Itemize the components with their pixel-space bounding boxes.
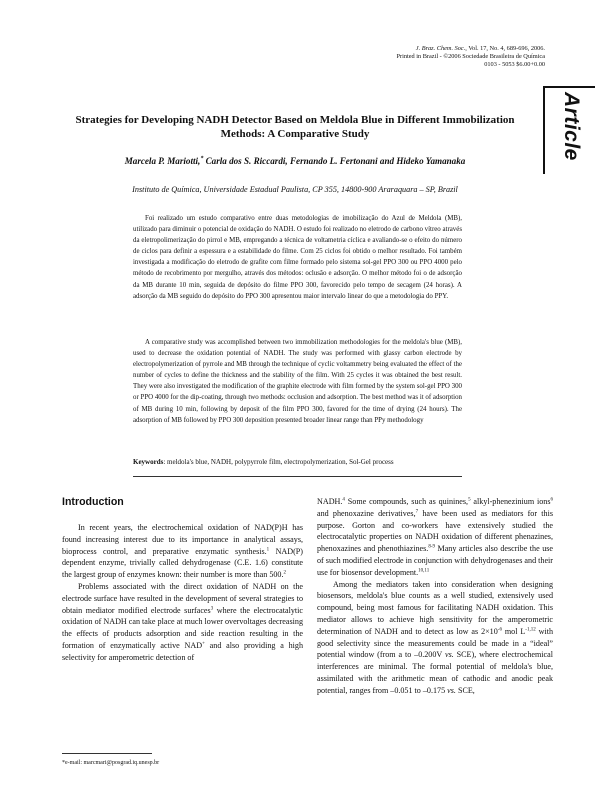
text-run: NAD(P) dependent enzyme, trivially called dehydrogenase (C.E. 1.6) constitute the largest group of enzymes known: their number is more than 500.: [62, 546, 303, 580]
affiliation: Instituto de Química, Universidade Estadual Paulista, CP 355, 14800-900 Araraquara – SP, Brazil: [132, 185, 458, 194]
text-run-italic: vs.: [445, 650, 454, 660]
abstract-portuguese-text: Foi realizado um estudo comparativo entre duas metodologias de imobilização do Azul de Meldola (MB), utilizado para diminuir o potencial de oxidação do NADH. O estudo foi realizado no eletrodo de carbono vítreo através da eletropolimerização do pirrol e MB, empregando a técnica de voltametria cíclica e avaliando-se o efeito do número de ciclos para definir a espessura e a estabilidade do filme. Com 25 ciclos foi obtido o melhor resultado. Foi também investigada a modificação do eletrodo de grafite com filme formado pelo sistema sol-gel PPO 300 ou PPO 4000 pelo método de recobrimento por mergulho, através dos métodos: oclusão e adsorção. O melhor método foi o de adsorção da MB durante 10 min, seguida de depósito do filme PPO 300, favorecido pelo tempo de secagem (24 horas). A adsorção da MB seguido do depósito do PPO 300 apresentou maior intervalo linear do que a metodologia do PPY.: [133, 215, 462, 300]
keywords-divider: [133, 476, 462, 477]
article-tab: [543, 86, 595, 174]
journal-publisher: Printed in Brazil - ©2006 Sociedade Brasileira de Química: [396, 53, 545, 60]
corresponding-mark: *: [200, 156, 204, 162]
article-title: Strategies for Developing NADH Detector Based on Meldola Blue in Different Immobilization Methods: A Comparative Study: [75, 114, 515, 140]
paragraph: [62, 522, 303, 581]
reference-mark: 2: [283, 570, 286, 576]
keywords: [133, 458, 462, 466]
text-run: mol L: [501, 626, 526, 636]
text-run: SCE,: [455, 685, 475, 695]
paragraph: [317, 579, 553, 697]
superscript-plus: +: [202, 641, 205, 647]
text-run: In recent years, the electrochemical oxidation of NAD(P)H has found increasing interest due to its importance in analytical assays, bioprocess control, and preparative enzymatic synthesis.: [62, 523, 303, 556]
text-run: and also providing a high selectivity for amperometric detection of: [62, 640, 303, 662]
reference-mark: 10,11: [418, 568, 430, 574]
abstract-portuguese: [133, 213, 462, 302]
text-run: where the electrocatalytic oxidation of NADH can take place at much lower overvoltages decreasing the effects of products adsorption and side reaction resulting in the formation of enzymatically active NAD: [62, 605, 303, 650]
reference-mark: 7: [415, 509, 419, 515]
footnote-divider: [62, 753, 152, 754]
reference-mark: 8-9: [428, 544, 435, 550]
text-run: Problems associated with the direct oxidation of NADH on the electrode surface have resulted in the development of several strategies to obtain mediator modified electrode surfaces: [62, 581, 303, 615]
reference-mark: 6: [550, 497, 553, 503]
article-tab-rule: [543, 86, 595, 88]
reference-mark: 3: [210, 605, 214, 611]
first-author: Marcela P. Mariotti,: [124, 156, 201, 167]
abstract-english-text: A comparative study was accomplished between two immobilization methodologies for the meldola's blue (MB), used to decrease the oxidation potential of NADH. The study was performed with glassy carbon electrode by electropolymerization of pyrrole and MB through the technique of cyclic voltammetry being evaluated the effect of the number of cycles to define the thickness and the stability of the film. With 25 cycles it was obtained the best result. They were also investigated the modification of the graphite electrode with film formed by the system sol-gel PPO 300 or PPO 4000 for the dip-coating, through two methods: occlusion and adsorption. The best method was it of adsorption of MB during 10 min, following by deposit of the film PPO 300, favored for the time of drying (24 hours). The adsorption of MB followed by PPO 300 deposition presented broader linear range than PPy methodology: [133, 339, 462, 424]
text-run: Among the mediators taken into consideration when designing biosensors, meldola's blue counts as a well studied, extensively used compound, being most famous for facilitating NADH oxidation. This mediator allows to achieve high sensitivity for the amperometric determination of NADH and to detect as low as 2×10: [317, 579, 553, 636]
right-column: [317, 496, 553, 697]
text-run: and phenoxazine derivatives,: [317, 508, 416, 518]
keywords-text: : meldola's blue, NADH, polypyrrole film, electropolymerization, Sol-Gel process: [163, 458, 394, 466]
introduction-heading: Introduction: [62, 496, 124, 508]
article-tab-label: Article: [560, 92, 583, 161]
footnote-email: *e-mail: marcmari@posgrad.iq.unesp.br: [62, 760, 160, 766]
text-run: SCE), where electrochemical interferences are minimal. The formal potential of meldola's blue, assimilated with the arithmetic mean of cathodic and anodic peak potential, ranges from –0.051 to –0.175: [317, 650, 553, 695]
text-run-italic: vs.: [447, 685, 456, 695]
text-run: NADH.: [317, 497, 343, 506]
reference-mark: 5: [468, 497, 471, 503]
reference-mark: 4: [342, 497, 345, 503]
exponent: -6: [497, 627, 502, 633]
exponent: -1: [525, 627, 530, 633]
left-column: [62, 522, 303, 664]
text-run: Many articles also describe the use of such modified electrode in conjunction with dehydrogenases and their use for biosensor development.: [317, 544, 553, 577]
journal-issn: 0103 - 5053 $6.00+0.00: [484, 61, 545, 68]
journal-header: [396, 45, 545, 69]
paragraph: [62, 581, 303, 664]
paragraph: [317, 496, 553, 579]
text-run: with good selectivity since the measurements could be made in a “ideal” potential window (from a to –0.200V: [317, 626, 553, 660]
author-list: [60, 156, 530, 166]
other-authors: Carla dos S. Riccardi, Fernando L. Fertonani and Hideko Yamanaka: [203, 156, 466, 167]
reference-mark: 1: [266, 546, 270, 552]
abstract-english: [133, 337, 462, 426]
keywords-label: Keywords: [133, 458, 164, 466]
journal-volume: , Vol. 17, No. 4, 689-696, 2006.: [465, 45, 545, 52]
text-run: alkyl-phenezinium ions: [470, 497, 551, 506]
text-run: have been used as mediators for this purpose. Gorton and co-workers have extensively studied the electrocatalytic properties on NADH oxidation of different phenazines, phenoxazines and phenothiazines.: [317, 508, 553, 554]
journal-name: J. Braz. Chem. Soc.: [415, 45, 466, 52]
text-run: Some compounds, such as quinines,: [344, 497, 469, 506]
journal-citation: [396, 45, 545, 53]
reference-mark: ,12: [529, 627, 536, 633]
